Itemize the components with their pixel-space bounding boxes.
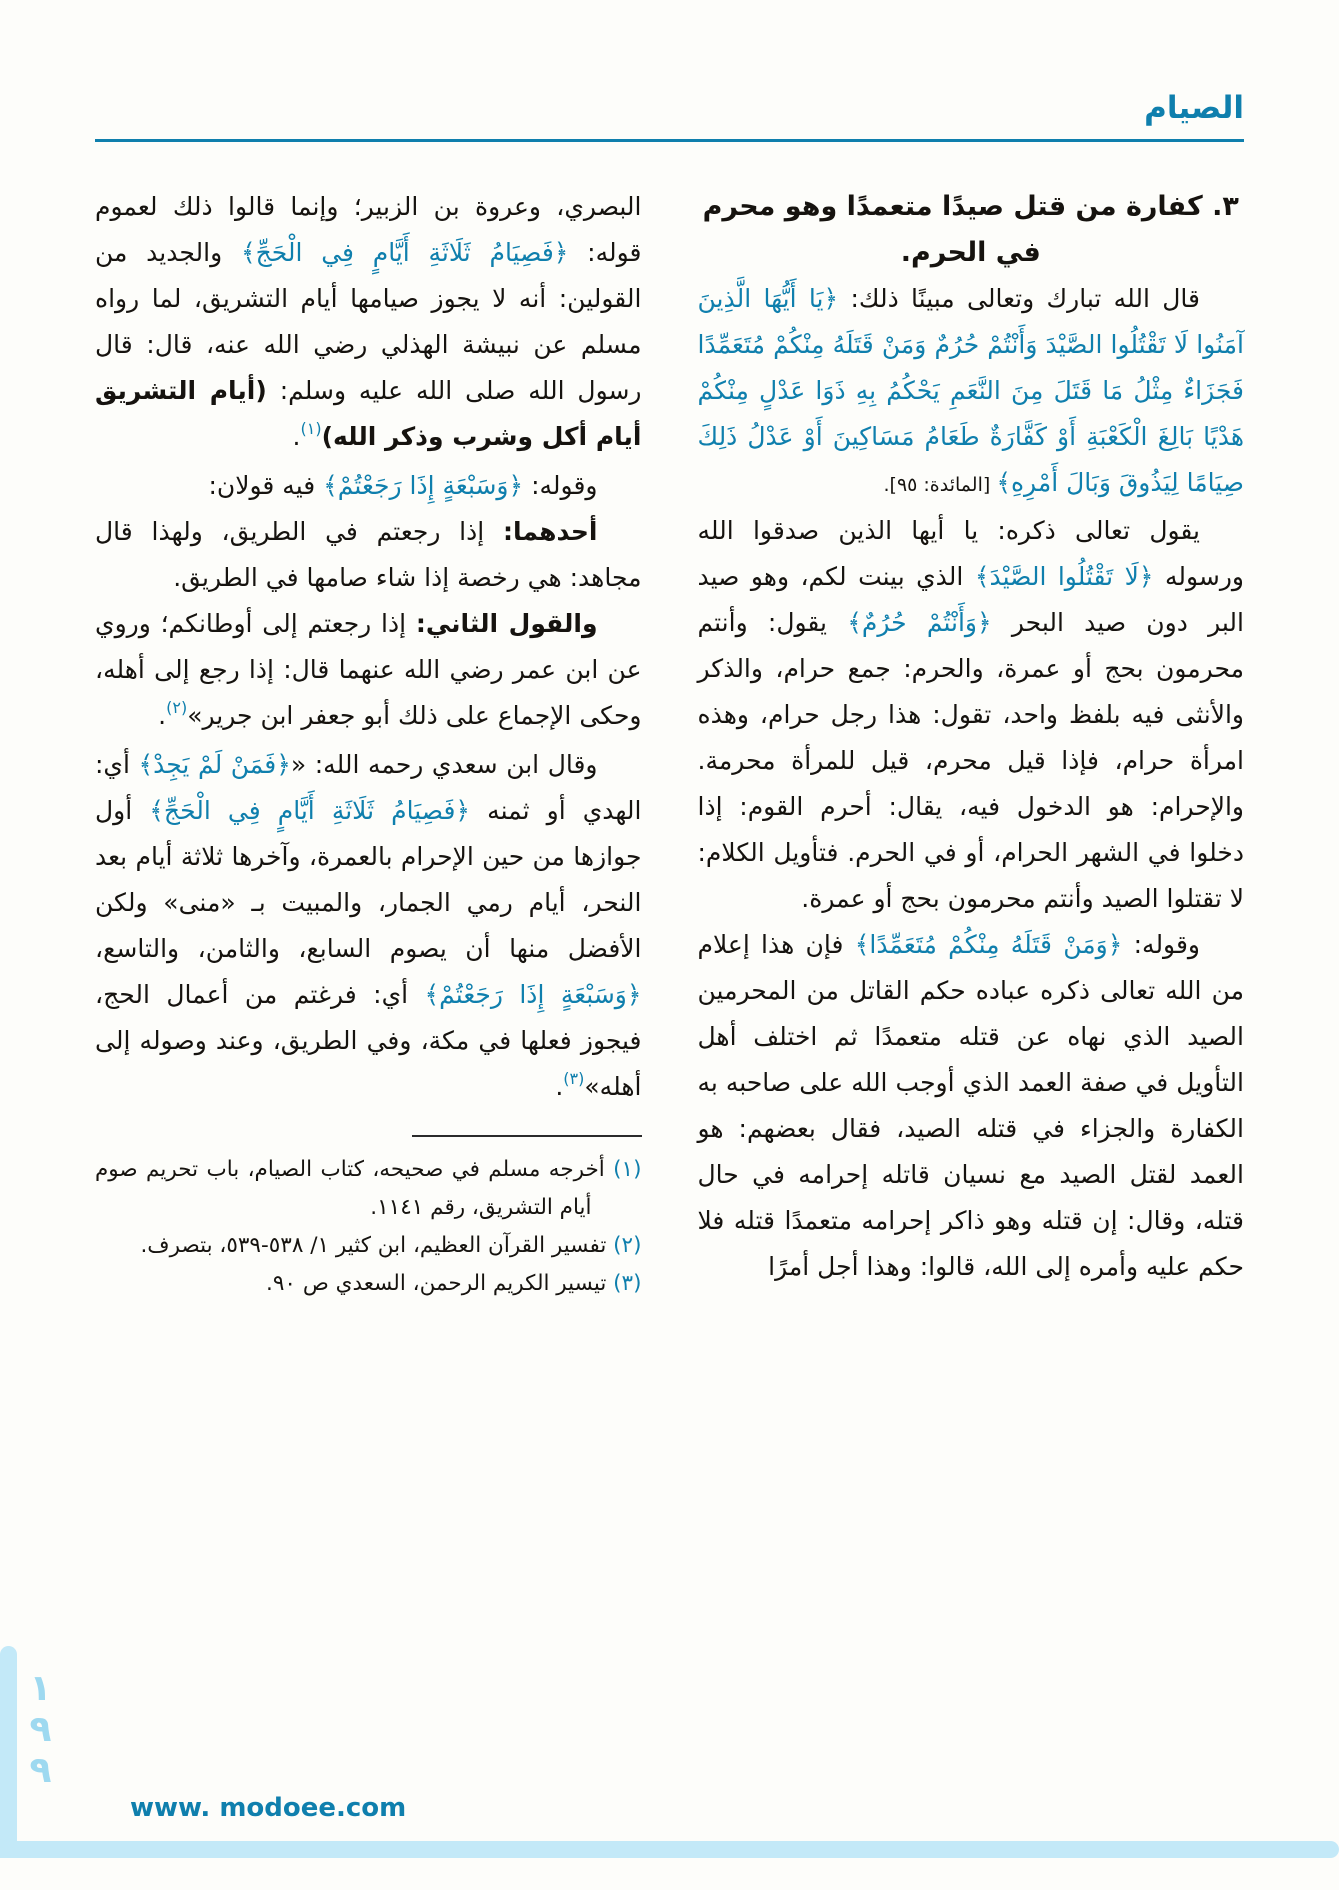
text-run: وقوله:: [1122, 930, 1200, 959]
quran-verse: ﴿فَصِيَامُ ثَلَاثَةِ أَيَّامٍ فِي الْحَجِّ﴾: [240, 238, 569, 267]
bold-text-run: ٣. كفارة من قتل صيدًا متعمدًا وهو محرم في الحرم.: [702, 191, 1239, 268]
footnote-ref: (٢): [166, 698, 188, 717]
header-rule: [95, 139, 1244, 142]
bold-text-run: والقول الثاني:: [415, 609, 598, 638]
text-run: أي: فرغتم من أعمال الحج، فيجوز فعلها في مكة، وفي الطريق، وعند وصوله إلى أهله»: [95, 980, 642, 1101]
footnote-marker: (٢): [606, 1233, 642, 1258]
text-run: البصري، وعروة بن الزبير؛ وإنما قالوا ذلك لعموم قوله:: [95, 192, 642, 267]
quran-verse: ﴿يَا أَيُّهَا الَّذِينَ آمَنُوا لَا تَقْتُلُوا الصَّيْدَ وَأَنْتُمْ حُرُمٌ وَمَنْ قَتَلَهُ مِنْكُمْ مُتَعَمِّدًا فَجَزَاءٌ مِثْلُ مَا قَتَلَ مِنَ النَّعَمِ يَحْكُمُ بِهِ ذَوَا عَدْلٍ مِنْكُمْ هَدْيًا بَالِغَ الْكَعْبَةِ أَوْ كَفَّارَةٌ طَعَامُ مَسَاكِينَ أَوْ عَدْلُ ذَلِكَ صِيَامًا لِيَذُوقَ وَبَالَ أَمْرِهِ﴾: [697, 284, 1244, 497]
footnote-3: [95, 1265, 642, 1303]
quran-verse: ﴿فَصِيَامُ ثَلَاثَةِ أَيَّامٍ فِي الْحَجِّ﴾: [149, 796, 471, 825]
page-title: الصيام: [1144, 90, 1244, 126]
content: [95, 184, 1244, 1303]
quran-verse: ﴿وَأَنْتُمْ حُرُمٌ﴾: [847, 608, 992, 637]
quran-verse: ﴿وَسَبْعَةٍ إِذَا رَجَعْتُمْ﴾: [424, 980, 642, 1009]
text-run: إذا رجعتم في الطريق، ولهذا قال مجاهد: هي رخصة إذا شاء صامها في الطريق.: [95, 517, 642, 592]
text-run: يقول تعالى ذكره: يا أيها الذين صدقوا الله ورسوله: [697, 516, 1244, 591]
quran-verse: ﴿فَمَنْ لَمْ يَجِدْ﴾: [138, 750, 291, 779]
text-run: وقال ابن سعدي رحمه الله: «: [290, 750, 598, 779]
continuation-paragraph: [95, 184, 642, 463]
saadi-quote-paragraph: [95, 742, 642, 1113]
footnote-ref: (١): [300, 419, 322, 438]
footnote-ref: (٣): [563, 1069, 585, 1088]
text-run: فإن هذا إعلام من الله تعالى ذكره عباده حكم القاتل من المحرمين الصيد الذي نهاه عن قتله متعمدًا ثم اختلف أهل التأويل في صفة العمد الذي أوجب الله على صاحبه به الكفارة والجزاء في قتله الصيد، فقال بعضهم: هو العمد لقتل الصيد مع نسيان قاتله إحرامه في حال قتله، وقال: إن قتله وهو ذاكر إحرامه متعمدًا قتله فلا حكم عليه وأمره إلى الله، قالوا: وهذا أجل أمرًا: [697, 930, 1244, 1281]
text-run: .: [555, 1072, 564, 1101]
text-run: وقوله:: [523, 471, 598, 500]
quran-verse: ﴿لَا تَقْتُلُوا الصَّيْدَ﴾: [974, 562, 1154, 591]
text-run: قال الله تبارك وتعالى مبينًا ذلك:: [838, 284, 1200, 313]
quran-verse: ﴿وَمَنْ قَتَلَهُ مِنْكُمْ مُتَعَمِّدًا﴾: [854, 930, 1123, 959]
text-run: أي: الهدي أو ثمنه: [95, 750, 642, 825]
footnote-1: [95, 1151, 642, 1227]
text-run: إذا رجعتم إلى أوطانكم؛ وروي عن ابن عمر رضي الله عنهما قال: إذا رجع إلى أهله، وحكى الإجماع على ذلك أبو جعفر ابن جرير»: [95, 609, 642, 730]
footnote-marker: (٣): [606, 1271, 642, 1296]
footnote-2: [95, 1227, 642, 1265]
column-left-text: [95, 184, 642, 1113]
text-run: تيسير الكريم الرحمن، السعدي ص ٩٠.: [266, 1271, 607, 1296]
footnote-list: [95, 1151, 642, 1303]
text-run: والجديد من القولين: أنه لا يجوز صيامها أيام التشريق، لما رواه مسلم عن نبيشة الهذلي رضي الله عنه، قال: قال رسول الله صلى الله عليه وسلم:: [95, 238, 642, 405]
text-run: أخرجه مسلم في صحيحه، كتاب الصيام، باب تحريم صوم أيام التشريق، رقم ١١٤١.: [95, 1157, 605, 1220]
text-run: .: [158, 701, 167, 730]
bold-text-run: أحدهما:: [502, 517, 598, 546]
tafsir-paragraph: [95, 463, 642, 509]
opinion-paragraph: [95, 601, 642, 742]
text-run: أول جوازها من حين الإحرام بالعمرة، وآخرها ثلاثة أيام بعد النحر، أيام رمي الجمار، والمبيت بـ «منى» ولكن الأفضل منها أن يصوم السابع، والثامن، والتاسع،: [95, 796, 642, 963]
quran-verse: ﴿وَسَبْعَةٍ إِذَا رَجَعْتُمْ﴾: [323, 471, 524, 500]
left-edge-decoration-bar: [0, 1646, 17, 1858]
column-right: [698, 184, 1245, 1290]
text-run: تفسير القرآن العظيم، ابن كثير ١/ ٥٣٨-٥٣٩، بتصرف.: [140, 1233, 607, 1258]
footnote-marker: (١): [604, 1157, 642, 1182]
page-number: ١٩٩: [20, 1668, 61, 1791]
verse-citation: [المائدة: ٩٥].: [883, 474, 997, 496]
bottom-decoration-bar: [0, 1841, 1339, 1858]
bold-text-run: (أيام التشريق أيام أكل وشرب وذكر الله): [95, 376, 642, 451]
verse-paragraph: [698, 276, 1245, 508]
text-run: .: [292, 422, 301, 451]
tafsir-paragraph: [698, 508, 1245, 922]
footnotes-section: [95, 1135, 642, 1303]
page-header: [95, 90, 1244, 142]
opinion-paragraph: [95, 509, 642, 601]
website-text: www. modoee.com: [130, 1793, 407, 1823]
footnote-separator: [412, 1135, 642, 1137]
text-run: يقول: وأنتم محرمون بحج أو عمرة، والحرم: جمع حرام، والذكر والأنثى فيه بلفظ واحد، تقول: هذا رجل حرام، وهذه امرأة حرام، فإذا قيل محرم، قيل للمرأة محرمة. والإحرام: هو الدخول فيه، يقال: أحرم القوم: إذا دخلوا في الشهر الحرام، أو في الحرم. فتأويل الكلام: لا تقتلوا الصيد وأنتم محرمون بحج أو عمرة.: [697, 608, 1244, 913]
text-run: فيه قولان:: [208, 471, 324, 500]
tafsir-paragraph: [698, 922, 1245, 1290]
column-left: [95, 184, 642, 1303]
text-run: الذي بينت لكم، وهو صيد البر دون صيد البحر: [697, 562, 1244, 637]
section-heading: [698, 184, 1245, 276]
